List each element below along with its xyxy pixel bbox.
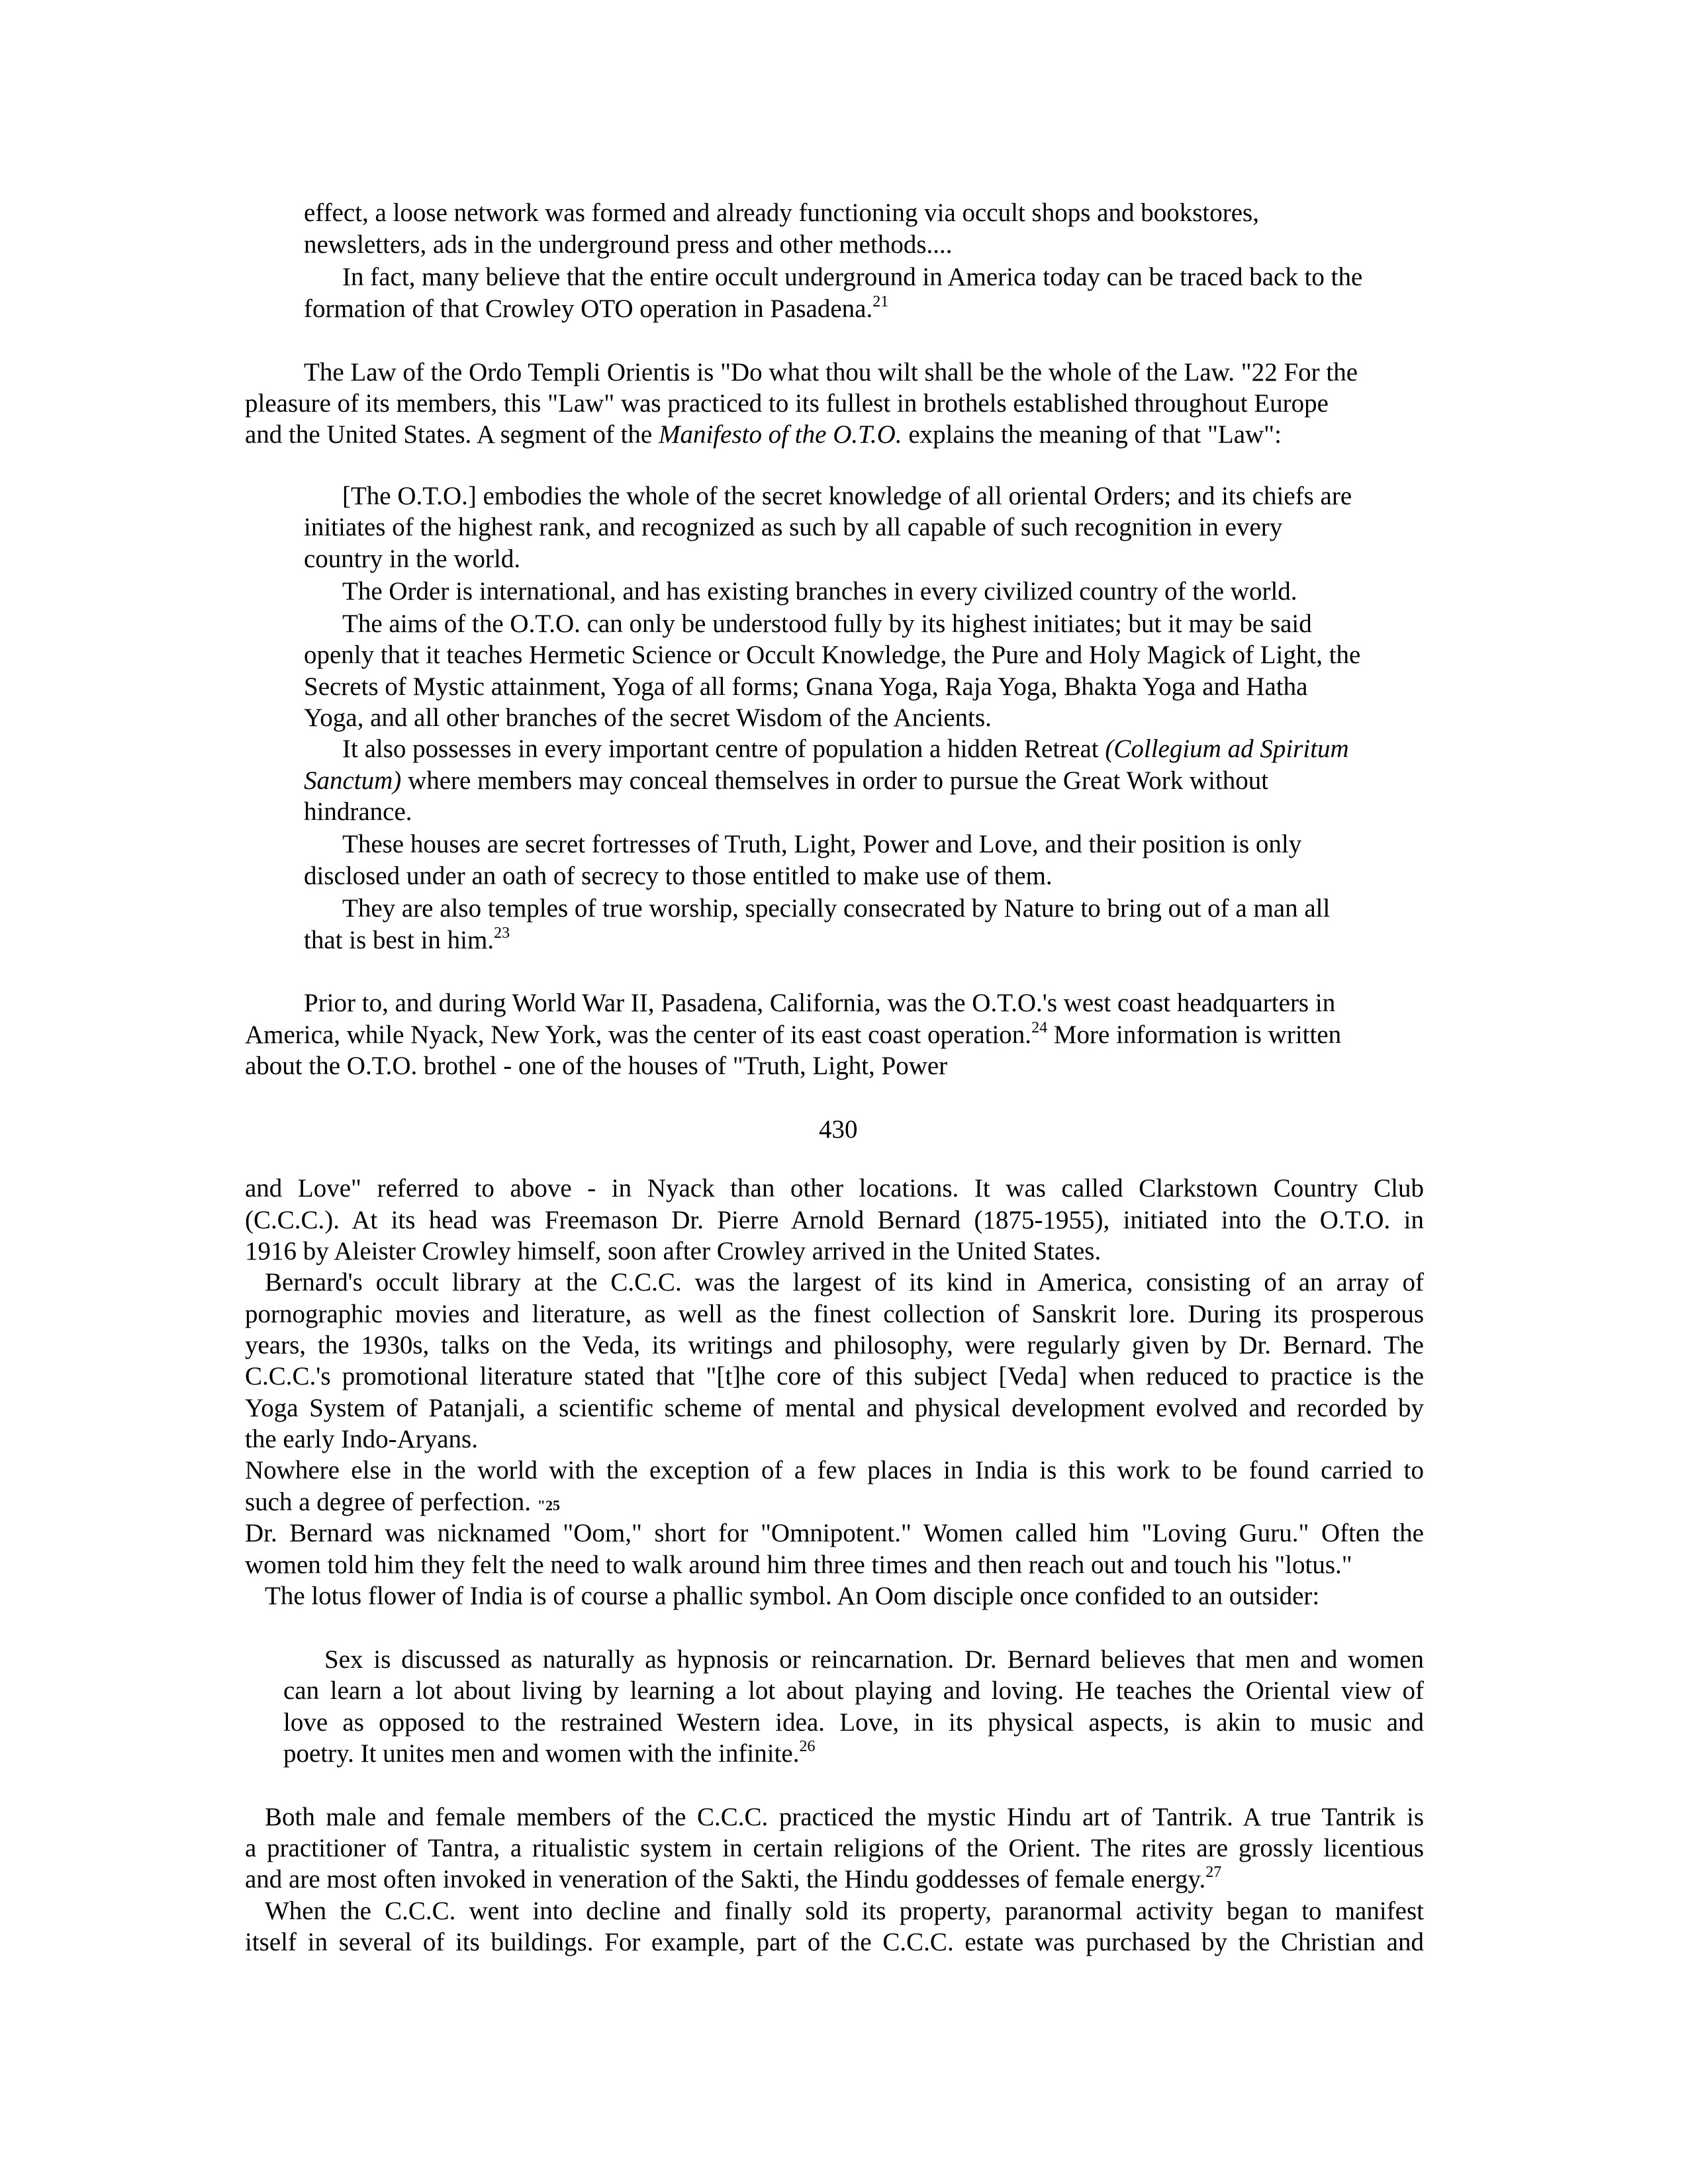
text-line: These houses are secret fortresses of Truth, Light, Power and Love, and their position is only	[342, 830, 1302, 858]
text-line: women told him they felt the need to walk around him three times and then reach out and touch his "lotus."	[245, 1551, 1352, 1579]
footnote-ref: 26	[799, 1738, 816, 1755]
latin-phrase: Sanctum)	[304, 766, 402, 795]
text-line: The Order is international, and has existing branches in every civilized country of the world.	[342, 577, 1297, 606]
text-line: newsletters, ads in the underground press and other methods....	[304, 230, 953, 259]
text-line: formation of that Crowley OTO operation in Pasadena.$^{21}$	[304, 293, 889, 323]
text-line: Both male and female members of the C.C.C. practiced the mystic Hindu art of Tantrik. A true Tantrik is	[265, 1803, 1424, 1831]
text-line: The lotus flower of India is of course a phallic symbol. An Oom disciple once confided to an outsider:	[265, 1582, 1320, 1610]
text-line: and Love" referred to above - in Nyack than other locations. It was called Clarkstown Country Club	[245, 1174, 1424, 1203]
text-line: hindrance.	[304, 797, 412, 826]
text-line: Prior to, and during World War II, Pasadena, California, was the O.T.O.'s west coast headquarters in	[304, 989, 1336, 1017]
footnote-ref: 24	[1031, 1019, 1048, 1036]
footnote-ref: 21	[872, 293, 889, 310]
text-line: and are most often invoked in veneration of the Sakti, the Hindu goddesses of female energy.$^{27}$	[245, 1864, 1222, 1893]
text-line: Sanctum) where members may conceal themselves in order to pursue the Great Work without	[304, 766, 1269, 795]
text-line: effect, a loose network was formed and already functioning via occult shops and bookstores,	[304, 199, 1259, 227]
book-title: Manifesto of the O.T.O.	[658, 420, 902, 449]
text-line: The Law of the Ordo Templi Orientis is "Do what thou wilt shall be the whole of the Law. "22 For the	[304, 358, 1358, 387]
text-line: Bernard's occult library at the C.C.C. was the largest of its kind in America, consisting of an array of	[265, 1268, 1424, 1297]
text-line: America, while Nyack, New York, was the center of its east coast operation.$^{24}$ More information is written	[245, 1019, 1342, 1049]
text-line: pleasure of its members, this "Law" was practiced to its fullest in brothels established throughout Europe	[245, 389, 1329, 418]
text-line: Yoga, and all other branches of the secret Wisdom of the Ancients.	[304, 704, 992, 732]
text-line: 1916 by Aleister Crowley himself, soon after Crowley arrived in the United States.	[245, 1237, 1102, 1265]
footnote-ref: "25	[537, 1497, 560, 1514]
text-line: can learn a lot about living by learning a lot about playing and loving. He teaches the Oriental view of	[283, 1676, 1424, 1705]
text-line: It also possesses in every important centre of population a hidden Retreat (Collegium ad Spiritum	[342, 735, 1349, 763]
text-line: disclosed under an oath of secrecy to those entitled to make use of them.	[304, 862, 1053, 890]
text-line: itself in several of its buildings. For example, part of the C.C.C. estate was purchased by the Christian and	[245, 1928, 1424, 1956]
text-line: about the O.T.O. brothel - one of the houses of "Truth, Light, Power	[245, 1052, 948, 1080]
text-line: initiates of the highest rank, and recognized as such by all capable of such recognition in every	[304, 513, 1283, 541]
page-number: 430	[819, 1115, 858, 1144]
text-line: In fact, many believe that the entire occult underground in America today can be traced back to the	[342, 263, 1363, 291]
text-line: Nowhere else in the world with the exception of a few places in India is this work to be found carried to	[245, 1456, 1424, 1484]
text-line: When the C.C.C. went into decline and finally sold its property, paranormal activity began to manifest	[265, 1897, 1424, 1925]
text-line: They are also temples of true worship, specially consecrated by Nature to bring out of a man all	[342, 894, 1331, 923]
text-line: Dr. Bernard was nicknamed "Oom," short for "Omnipotent." Women called him "Loving Guru." Often the	[245, 1519, 1424, 1547]
footnote-ref: 23	[494, 925, 510, 942]
text-line: a practitioner of Tantra, a ritualistic system in certain religions of the Orient. The rites are grossly licentious	[245, 1834, 1424, 1862]
text-line: openly that it teaches Hermetic Science or Occult Knowledge, the Pure and Holy Magick of Light, the	[304, 641, 1361, 669]
footnote-ref: 27	[1205, 1864, 1222, 1881]
text-line: Secrets of Mystic attainment, Yoga of all forms; Gnana Yoga, Raja Yoga, Bhakta Yoga and Hatha	[304, 672, 1308, 701]
text-line: that is best in him.$^{23}$	[304, 925, 510, 954]
text-line: love as opposed to the restrained Western idea. Love, in its physical aspects, is akin to music and	[283, 1708, 1424, 1737]
text-line: pornographic movies and literature, as well as the finest collection of Sanskrit lore. During its prosperous	[245, 1300, 1424, 1328]
text-line: Sex is discussed as naturally as hypnosis or reincarnation. Dr. Bernard believes that men and women	[324, 1645, 1424, 1674]
text-line: and the United States. A segment of the Manifesto of the O.T.O. explains the meaning of that "Law":	[245, 420, 1282, 449]
text-line: poetry. It unites men and women with the infinite.$^{26}$	[283, 1738, 816, 1768]
text-line: such a degree of perfection. "25	[245, 1488, 560, 1516]
text-line: years, the 1930s, talks on the Veda, its writings and philosophy, were regularly given by Dr. Bernard. The	[245, 1331, 1424, 1359]
text-line: [The O.T.O.] embodies the whole of the secret knowledge of all oriental Orders; and its chiefs are	[342, 482, 1352, 510]
text-line: The aims of the O.T.O. can only be understood fully by its highest initiates; but it may be said	[342, 610, 1312, 638]
latin-phrase: (Collegium ad Spiritum	[1105, 735, 1349, 763]
text-line: the early Indo-Aryans.	[245, 1425, 478, 1453]
text-line: country in the world.	[304, 545, 521, 573]
text-line: Yoga System of Patanjali, a scientific scheme of mental and physical development evolved and recorded by	[245, 1394, 1424, 1422]
text-line: (C.C.C.). At its head was Freemason Dr. Pierre Arnold Bernard (1875-1955), initiated into the O.T.O. in	[245, 1206, 1424, 1234]
text-line: C.C.C.'s promotional literature stated that "[t]he core of this subject [Veda] when reduced to practice is the	[245, 1362, 1424, 1390]
